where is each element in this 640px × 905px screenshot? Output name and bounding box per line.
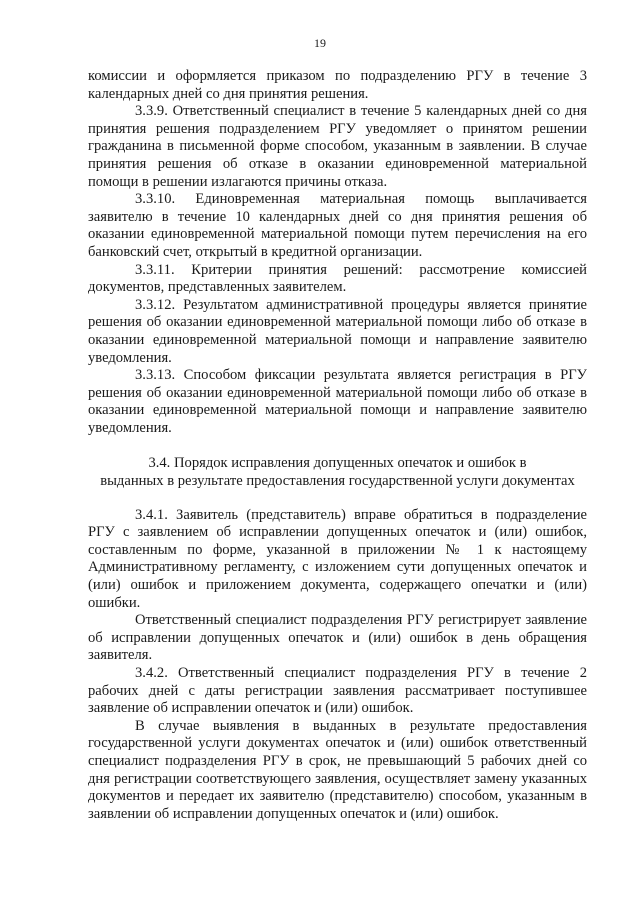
paragraph: 3.3.11. Критерии принятия решений: рассмотрение комиссией документов, представленных заявителем. xyxy=(88,261,587,296)
section-heading-line: 3.4. Порядок исправления допущенных опечаток и ошибок в xyxy=(148,455,527,472)
section-heading-line: выданных в результате предоставления государственной услуги документах xyxy=(100,473,575,490)
paragraph: В случае выявления в выданных в результате предоставления государственной услуги документах опечаток и (или) ошибок ответственный специалист подразделения РГУ в срок, не превышающий 5 рабочих дней со дня регистрации соответствующего заявления, осуществляет замену указанных документов и передает их заявителю (представителю) способом, указанным в заявлении об исправлении допущенных опечаток и (или) ошибок. xyxy=(88,717,587,822)
paragraph: 3.3.10. Единовременная материальная помощь выплачивается заявителю в течение 10 календарных дней со дня принятия решения об оказании единовременной материальной помощи путем перечисления на его банковский счет, открытый в кредитной организации. xyxy=(88,191,587,260)
paragraph: комиссии и оформляется приказом по подразделению РГУ в течение 3 календарных дней со дня принятия решения. xyxy=(88,68,587,102)
document-body xyxy=(88,68,587,823)
paragraph: Ответственный специалист подразделения РГУ регистрирует заявление об исправлении допущенных опечаток и (или) ошибок в день обращения заявителя. xyxy=(88,612,587,664)
paragraph: 3.3.12. Результатом административной процедуры является принятие решения об оказании единовременной материальной помощи либо об отказе в оказании единовременной материальной помощи и направление заявителю уведомления. xyxy=(88,296,587,366)
section-heading xyxy=(88,455,587,490)
paragraph: 3.4.1. Заявитель (представитель) вправе обратиться в подразделение РГУ с заявлением об исправлении допущенных опечаток и (или) ошибок, составленным по форме, указанной в приложении № 1 к настоящему Административному регламенту, с изложением сути допущенных опечаток и (или) ошибок и приложением документа, содержащего опечатки и (или) ошибки. xyxy=(88,506,587,611)
paragraph: 3.3.9. Ответственный специалист в течение 5 календарных дней со дня принятия решения подразделением РГУ уведомляет о принятом решении гражданина в письменной форме способом, указанным в заявлении. В случае принятия решения об отказе в оказании единовременной материальной помощи в решении излагаются причины отказа. xyxy=(88,103,587,190)
paragraph: 3.4.2. Ответственный специалист подразделения РГУ в течение 2 рабочих дней с даты регистрации заявления рассматривает поступившее заявление об исправлении опечаток и (или) ошибок. xyxy=(88,665,587,717)
page-number: 19 xyxy=(314,36,326,50)
paragraph: 3.3.13. Способом фиксации результата является регистрация в РГУ решения об оказании единовременной материальной помощи либо об отказе в оказании единовременной материальной помощи и направление заявителю уведомления. xyxy=(88,367,587,436)
